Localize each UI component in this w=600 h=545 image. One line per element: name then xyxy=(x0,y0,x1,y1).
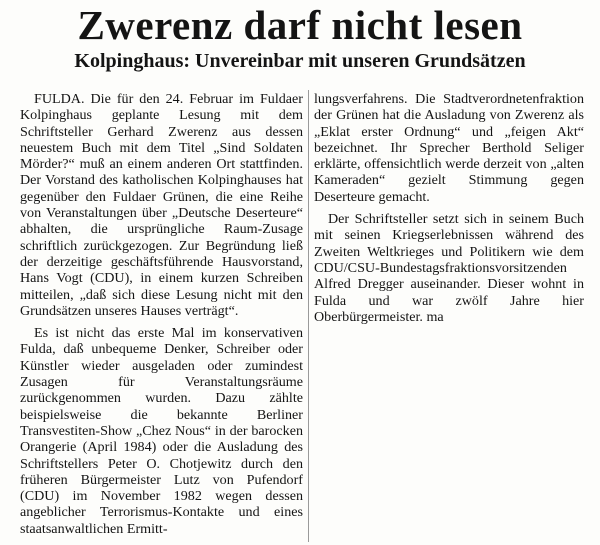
article-column-right xyxy=(314,91,584,391)
subheadline: Kolpinghaus: Unvereinbar mit unseren Grundsätzen xyxy=(74,50,526,72)
column-divider xyxy=(308,90,309,542)
paragraph: lungsverfahrens. Die Stadtverordnetenfraktion der Grünen hat die Ausladung von Zwerenz als „Eklat erster Ordnung“ und „feigen Akt“ bezeichnet. Ihr Sprecher Berthold Seliger erklärte, offensichtlich werde derzeit von „alten Kameraden“ gezielt Stimmung gegen Deserteure gemacht. xyxy=(314,91,584,205)
headline: Zwerenz darf nicht lesen xyxy=(77,2,523,48)
paragraph: Es ist nicht das erste Mal im konservativen Fulda, daß unbequeme Denker, Schreiber oder Künstler wieder ausgeladen oder zumindest Zusagen für Veranstaltungsräume zurückgenommen wurden. Dazu zählte beispielsweise die bekannte Berliner Transvestiten-Show „Chez Nous“ in der barocken Orangerie (April 1984) oder die Ausladung des Schriftstellers Peter O. Chotjewitz durch den früheren Bürgermeister Lutz von Pufendorf (CDU) im November 1982 wegen dessen angeblicher Terrorismus-Kontakte und eines staatsanwaltlichen Ermitt- xyxy=(20,325,303,537)
article-column-left xyxy=(20,91,303,543)
paragraph: FULDA. Die für den 24. Februar im Fuldaer Kolpinghaus geplante Lesung mit dem Schriftsteller Gerhard Zwerenz aus dessen neuestem Buch mit dem Titel „Sind Soldaten Mörder?“ muß an einem anderen Ort stattfinden. Der Vorstand des katholischen Kolpinghauses hat gegenüber den Fuldaer Grünen, die eine Reihe von Veranstaltungen über „Deutsche Deserteure“ abhalten, die ursprüngliche Raum-Zusage schriftlich zurückgezogen. Zur Begründung ließ der derzeitige geschäftsführende Hausvorstand, Hans Vogt (CDU), in einem kurzen Schreiben mitteilen, „daß sich diese Lesung nicht mit den Grundsätzen unseres Hauses verträgt“. xyxy=(20,91,303,319)
paragraph: Der Schriftsteller setzt sich in seinem Buch mit seinen Kriegserlebnissen während des Zweiten Weltkrieges und Politikern wie dem CDU/CSU-Bundestagsfraktionsvorsitzenden Alfred Dregger auseinander. Dieser wohnt in Fulda und war zwölf Jahre hier Oberbürgermeister. ma xyxy=(314,211,584,325)
